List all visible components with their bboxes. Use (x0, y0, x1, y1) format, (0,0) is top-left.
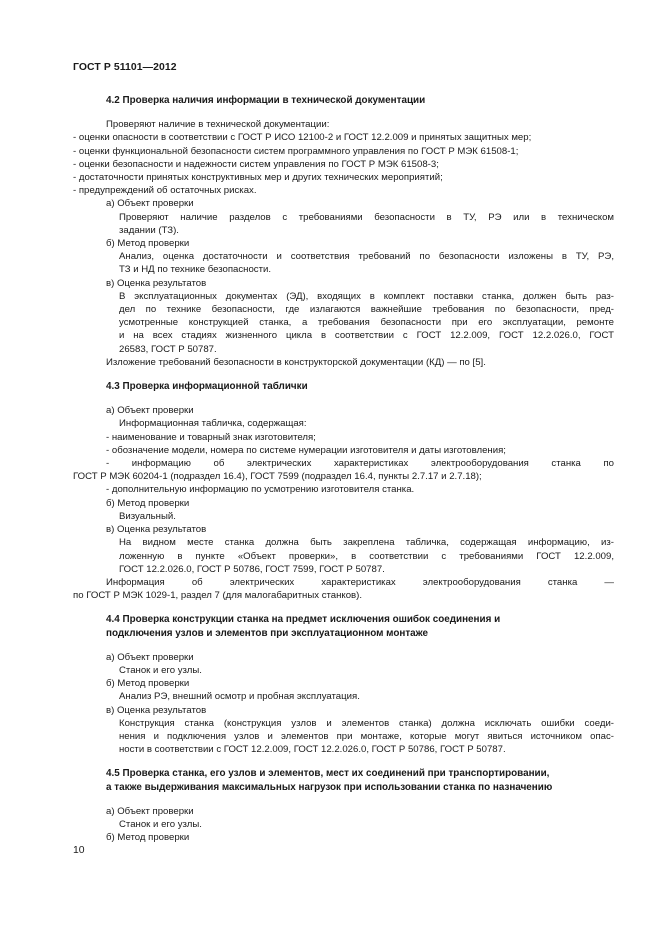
page-number: 10 (73, 845, 85, 856)
s42-c-line-3: усмотренные конструкцией станка, а требования безопасности при его эксплуатации, ремонте (119, 317, 614, 329)
s43-info: Информация об электрических характеристиках электрооборудования станка — (106, 576, 614, 588)
s42-a-text-2: задании (ТЗ). (119, 224, 179, 236)
s44-a-text: Станок и его узлы. (119, 664, 202, 676)
s42-b-text-1: Анализ, оценка достаточности и соответствия требований по безопасности изложены в ТУ, РЭ, (119, 251, 614, 263)
section-4-3-title: 4.3 Проверка информационной таблички (106, 381, 308, 393)
s42-item-5: - предупреждений об остаточных рисках. (73, 185, 257, 197)
section-4-2-title: 4.2 Проверка наличия информации в технической документации (106, 95, 426, 106)
s44-c-line-2: нения и подключения узлов и элементов при монтаже, которые могут явиться источником опас- (119, 730, 614, 742)
s43-item-4: - дополнительную информацию по усмотрению изготовителя станка. (106, 484, 415, 496)
s42-item-1: - оценки опасности в соответствии с ГОСТ Р ИСО 12100-2 и ГОСТ 12.2.009 и принятых защитных мер; (73, 132, 532, 144)
s42-kd-note: Изложение требований безопасности в конструкторской документации (КД) — по [5]. (106, 356, 486, 368)
section-4-5-title-2: а также выдерживания максимальных нагрузок при использовании станка по назначению (106, 781, 553, 793)
s43-info-cont: по ГОСТ Р МЭК 1029-1, раздел 7 (для малогабаритных станков). (73, 590, 363, 602)
s43-c-line-1: На видном месте станка должна быть закреплена табличка, содержащая информацию, из- (119, 537, 614, 549)
section-4-4-title-1: 4.4 Проверка конструкции станка на предмет исключения ошибок соединения и (106, 614, 501, 626)
s42-b-label: б) Метод проверки (106, 238, 190, 250)
s43-b-text: Визуальный. (119, 510, 176, 522)
s43-a-label: а) Объект проверки (106, 405, 194, 417)
s45-a-text: Станок и его узлы. (119, 818, 202, 830)
s44-b-text: Анализ РЭ, внешний осмотр и пробная эксплуатация. (119, 691, 360, 703)
s44-a-label: а) Объект проверки (106, 651, 194, 663)
s42-intro: Проверяют наличие в технической документации: (106, 119, 330, 131)
document-body (73, 94, 614, 844)
s45-a-label: а) Объект проверки (106, 805, 194, 817)
s42-item-4: - достаточности принятых конструктивных мер и других технических мероприятий; (73, 172, 443, 184)
s42-item-2: - оценки функциональной безопасности систем программного управления по ГОСТ Р МЭК 61508-1; (73, 145, 519, 157)
s43-b-label: б) Метод проверки (106, 497, 190, 509)
s42-b-text-2: ТЗ и НД по технике безопасности. (119, 264, 272, 276)
s42-c-line-4: и на всех стадиях жизненного цикла в соответствии с ГОСТ 12.2.009, ГОСТ 12.2.026.0, ГОСТ (119, 330, 614, 342)
s44-c-line-1: Конструкция станка (конструкция узлов и элементов станка) должна исключать ошибки соеди- (119, 717, 614, 729)
s43-c-line-2: ложенную в пункте «Объект проверки», в соответствии с требованиями ГОСТ 12.2.009, (119, 550, 614, 562)
document-code-header: ГОСТ Р 51101—2012 (73, 62, 177, 73)
section-4-5-title-1: 4.5 Проверка станка, его узлов и элементов, мест их соединений при транспортировании, (106, 768, 550, 780)
s43-item-1: - наименование и товарный знак изготовителя; (106, 431, 316, 443)
s43-a-text: Информационная табличка, содержащая: (119, 418, 307, 430)
s44-b-label: б) Метод проверки (106, 678, 190, 690)
s42-item-3: - оценки безопасности и надежности систем управления по ГОСТ Р МЭК 61508-3; (73, 158, 439, 170)
s44-c-line-3: ности в соответствии с ГОСТ 12.2.009, ГОСТ 12.2.026.0, ГОСТ Р 50786, ГОСТ Р 50787. (119, 744, 506, 756)
s43-c-line-3: ГОСТ 12.2.026.0, ГОСТ Р 50786, ГОСТ 7599, ГОСТ Р 50787. (119, 563, 385, 575)
s42-a-label: а) Объект проверки (106, 198, 194, 210)
s42-c-line-1: В эксплуатационных документах (ЭД), входящих в комплект поставки станка, должен быть раз- (119, 290, 614, 302)
section-4-4-title-2: подключения узлов и элементов при эксплуатационном монтаже (106, 627, 429, 639)
s42-c-label: в) Оценка результатов (106, 277, 207, 289)
s45-b-label: б) Метод проверки (106, 832, 190, 844)
s42-c-line-5: 26583, ГОСТ Р 50787. (119, 343, 217, 355)
s43-item-2: - обозначение модели, номера по системе нумерации изготовителя и даты изготовления; (106, 444, 506, 456)
s43-item-3: - информацию об электрических характеристиках электрооборудования станка по (106, 458, 614, 470)
s42-a-text-1: Проверяют наличие разделов с требованиями безопасности в ТУ, РЭ или в техническом (119, 211, 614, 223)
s43-c-label: в) Оценка результатов (106, 524, 207, 536)
s42-c-line-2: дел по технике безопасности, где излагаются важнейшие требования по безопасности, пред- (119, 304, 614, 316)
s44-c-label: в) Оценка результатов (106, 704, 207, 716)
s43-item-3-cont: ГОСТ Р МЭК 60204-1 (подраздел 16.4), ГОСТ 7599 (подраздел 16.4, пункты 2.7.17 и 2.7.18); (73, 471, 482, 483)
